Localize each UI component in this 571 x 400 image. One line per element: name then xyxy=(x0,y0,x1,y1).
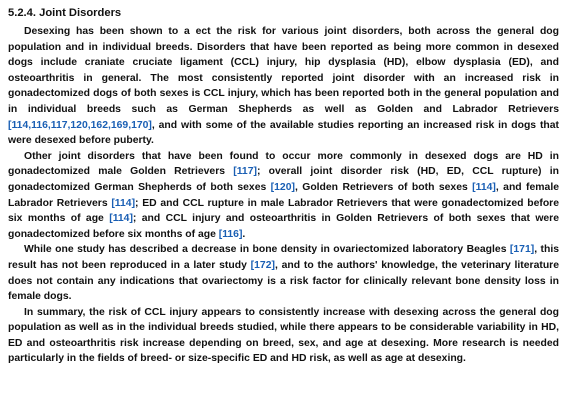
section-body xyxy=(8,24,559,367)
paragraph-text: , and female Labrador Retrievers xyxy=(8,181,559,209)
paragraph-text: ; overall joint disorder risk (HD, ED, CCL rupture) in gonadectomized German Shepherds of both sexes xyxy=(8,166,559,193)
citation-link[interactable]: [172] xyxy=(250,259,275,271)
citation-link[interactable]: [116] xyxy=(218,228,243,240)
paragraph-text: ; ED and CCL rupture in male Labrador Retrievers that were gonadectomized before six months of age xyxy=(8,197,559,225)
paragraph-text: , Golden Retrievers of both sexes xyxy=(294,181,473,193)
paragraph-text: In summary, the risk of CCL injury appears to consistently increase with desexing across the general dog population as well as in the individual breeds studied, while there appears to be considerable variability in HD, ED and osteoarthritis risk increase depending on breed, sex, and age at desexing. More research is needed particularly in the fields of breed- or size-specific ED and HD risk, as well as age at desexing. xyxy=(8,306,559,365)
paragraph-text: Other joint disorders that have been found to occur more commonly in desexed dogs are HD in gonadectomized male Golden Retrievers xyxy=(8,150,559,178)
paragraph-text: , and with some of the available studies reporting an increased risk in dogs that were desexed before puberty. xyxy=(8,119,559,147)
citation-link[interactable]: [171] xyxy=(509,244,535,256)
citation-link[interactable]: [117] xyxy=(233,166,257,178)
paragraph-text: . xyxy=(242,228,246,240)
paragraph xyxy=(8,149,559,243)
citation-link[interactable]: [120] xyxy=(270,181,295,193)
citation-link[interactable]: [114] xyxy=(111,197,136,209)
citation-link[interactable]: [114] xyxy=(109,213,133,225)
section-heading: 5.2.4. Joint Disorders xyxy=(8,7,122,19)
citation-link[interactable]: [114] xyxy=(472,181,496,193)
paragraph-text: While one study has described a decrease in bone density in ovariectomized laboratory Beagles xyxy=(24,244,510,256)
paragraph-text: ; and CCL injury and osteoarthritis in Golden Retrievers of both sexes that were gonadectomized before six months of age xyxy=(8,213,559,240)
paragraph xyxy=(8,24,559,149)
paragraph xyxy=(8,305,559,367)
citation-link[interactable]: [114,116,117,120,162,169,170] xyxy=(8,119,152,131)
paragraph-text: , this result has not been reproduced in a later study xyxy=(8,244,559,271)
paragraph-text: Desexing has been shown to a ect the risk for various joint disorders, both across the general dog population and in individual breeds. Disorders that have been reported as being more common in desexed dogs include craniate cruciate ligament (CCL) injury, hip dysplasia (HD), elbow dysplasia (ED), and osteoarthritis in general. The most consistently reported joint disorder with an increased risk in gonadectomized dogs of both sexes is CCL injury, which has been reported both in the general population and in individual breeds such as German Shepherds as well as Golden and Labrador Retrievers xyxy=(8,26,559,115)
paragraph-text: , and to the authors' knowledge, the veterinary literature does not contain any indications that ovariectomy is a risk factor for clinically relevant bone density loss in female dogs. xyxy=(8,259,559,303)
paragraph xyxy=(8,242,559,304)
